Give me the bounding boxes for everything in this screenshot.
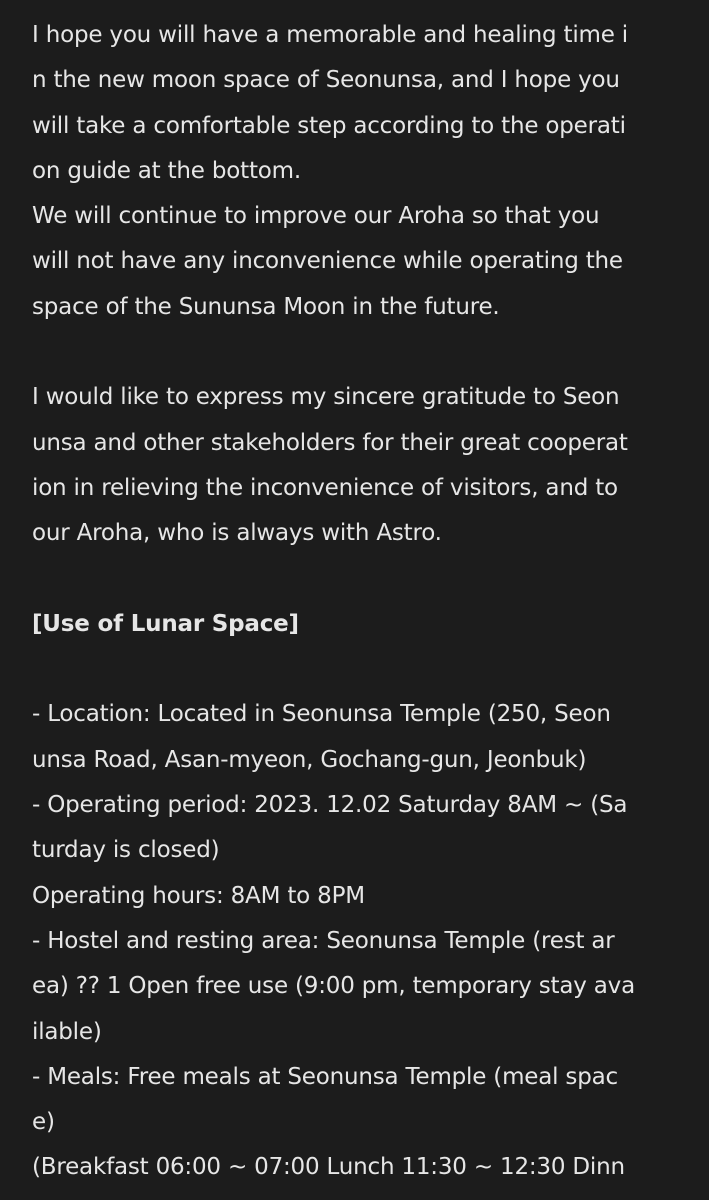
detail-line: - Meals: Free meals at Seonunsa Temple (meal spac xyxy=(32,1063,618,1090)
text-line: I hope you will have a memorable and healing time i xyxy=(32,22,628,48)
text-line: space of the Sununsa Moon in the future. xyxy=(32,293,500,320)
text-line: n the new moon space of Seonunsa, and I hope you xyxy=(32,67,620,94)
text-line: unsa and other stakeholders for their great cooperat xyxy=(32,429,628,456)
detail-line: (Breakfast 06:00 ~ 07:00 Lunch 11:30 ~ 12:30 Dinn xyxy=(32,1154,625,1181)
section-heading: [Use of Lunar Space] xyxy=(32,610,299,637)
details-list xyxy=(32,692,692,1190)
notice-text-body xyxy=(32,13,692,1191)
detail-line: e) xyxy=(32,1109,55,1136)
text-line: will not have any inconvenience while operating the xyxy=(32,248,623,275)
paragraph-spacer xyxy=(32,557,692,602)
detail-line: ea) ?? 1 Open free use (9:00 pm, temporary stay ava xyxy=(32,973,635,1000)
text-line: I would like to express my sincere gratitude to Seon xyxy=(32,384,620,411)
detail-line: - Operating period: 2023. 12.02 Saturday 8AM ~ (Sa xyxy=(32,792,628,819)
gratitude-paragraph xyxy=(32,375,692,556)
text-line: We will continue to improve our Aroha so that you xyxy=(32,203,600,230)
detail-line: - Location: Located in Seonunsa Temple (250, Seon xyxy=(32,701,611,728)
paragraph-spacer xyxy=(32,647,692,692)
text-line: will take a comfortable step according to the operati xyxy=(32,112,626,139)
text-line: on guide at the bottom. xyxy=(32,157,301,184)
detail-line: ilable) xyxy=(32,1018,102,1045)
paragraph-spacer xyxy=(32,330,692,375)
intro-paragraph xyxy=(32,13,692,330)
detail-line: Operating hours: 8AM to 8PM xyxy=(32,882,365,909)
detail-line: turday is closed) xyxy=(32,837,220,864)
detail-line: unsa Road, Asan-myeon, Gochang-gun, Jeonbuk) xyxy=(32,746,587,773)
text-line: ion in relieving the inconvenience of visitors, and to xyxy=(32,474,618,501)
text-line: our Aroha, who is always with Astro. xyxy=(32,520,442,547)
detail-line: - Hostel and resting area: Seonunsa Temple (rest ar xyxy=(32,927,615,954)
